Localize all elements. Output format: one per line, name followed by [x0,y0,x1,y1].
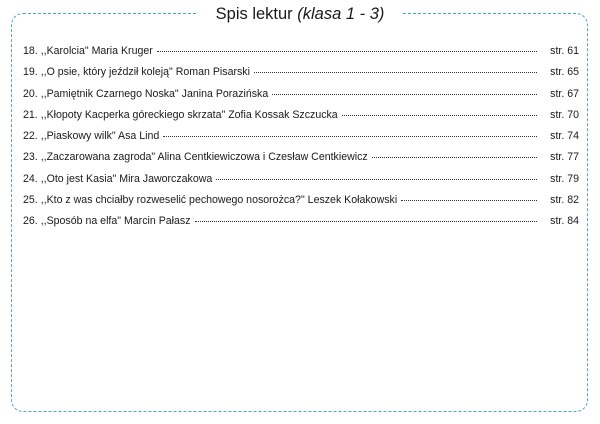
entry-number: 22. [23,130,38,143]
toc-entry-text [23,147,368,168]
page-number: str. 77 [550,151,579,164]
book-title: ,,Sposób na elfa" [40,215,122,228]
entry-number: 25. [23,194,38,207]
book-author: Roman Pisarski [175,66,250,79]
book-author: Asa Lind [118,130,160,143]
entry-number: 18. [23,45,38,57]
book-author: Zofia Kossak Szczucka [228,108,338,121]
toc-entry-25[interactable] [23,190,579,211]
dot-leader [195,221,538,222]
toc-entry-text [23,105,338,126]
page-number: str. 84 [550,215,579,228]
entry-number: 21. [23,108,38,121]
book-author: Marcin Pałasz [123,215,191,228]
page-number: str. 61 [550,45,579,57]
entry-number: 26. [23,215,38,228]
toc-entry-text [23,169,212,190]
page-number: str. 79 [550,172,579,185]
book-author: Leszek Kołakowski [307,194,398,207]
table-of-contents [23,41,579,233]
book-author: Mira Jaworczakowa [119,172,213,185]
title-subtitle: (klasa 1 - 3) [297,5,385,23]
page-number: str. 74 [550,130,579,143]
toc-entry-24[interactable] [23,169,579,190]
toc-entry-text [23,41,153,62]
book-title: ,,Karolcia" [40,45,89,57]
book-title: ,,Pamiętnik Czarnego Noska" [40,87,179,100]
page-title [198,4,403,24]
book-title: ,,Zaczarowana zagroda" [40,151,156,164]
book-title: ,,Oto jest Kasia" [40,172,117,185]
toc-entry-text [23,126,159,147]
entry-number: 20. [23,87,38,100]
toc-entry-text [23,211,191,232]
entry-number: 19. [23,66,38,79]
dot-leader [216,179,537,180]
book-title: ,,O psie, który jeździł koleją" [40,66,173,79]
toc-entry-26[interactable] [23,211,579,232]
page-number: str. 70 [550,108,579,121]
page-number: str. 65 [550,66,579,79]
toc-entry-21[interactable] [23,105,579,126]
page-number: str. 67 [550,87,579,100]
dot-leader [272,94,537,95]
dot-leader [372,157,537,158]
book-author: Maria Kruger [91,45,153,57]
book-author: Alina Centkiewiczowa i Czesław Centkiewicz [157,151,368,164]
dot-leader [401,200,537,201]
toc-entry-23[interactable] [23,147,579,168]
entry-number: 23. [23,151,38,164]
toc-entry-text [23,84,268,105]
toc-entry-text [23,62,250,83]
dot-leader [157,51,537,52]
toc-entry-20[interactable] [23,84,579,105]
entry-number: 24. [23,172,38,185]
toc-entry-18[interactable] [23,41,579,62]
book-title: ,,Piaskowy wilk" [40,130,116,143]
toc-entry-19[interactable] [23,62,579,83]
title-text: Spis lektur [215,5,293,23]
dot-leader [254,72,537,73]
dot-leader [163,136,537,137]
book-title: ,,Kłopoty Kacperka góreckiego skrzata" [40,108,226,121]
toc-entry-text [23,190,397,211]
book-author: Janina Porazińska [181,87,269,100]
toc-entry-22[interactable] [23,126,579,147]
book-title: ,,Kto z was chciałby rozweselić pechowego nosorożca?" [40,194,305,207]
page-number: str. 82 [550,194,579,207]
dot-leader [342,115,537,116]
